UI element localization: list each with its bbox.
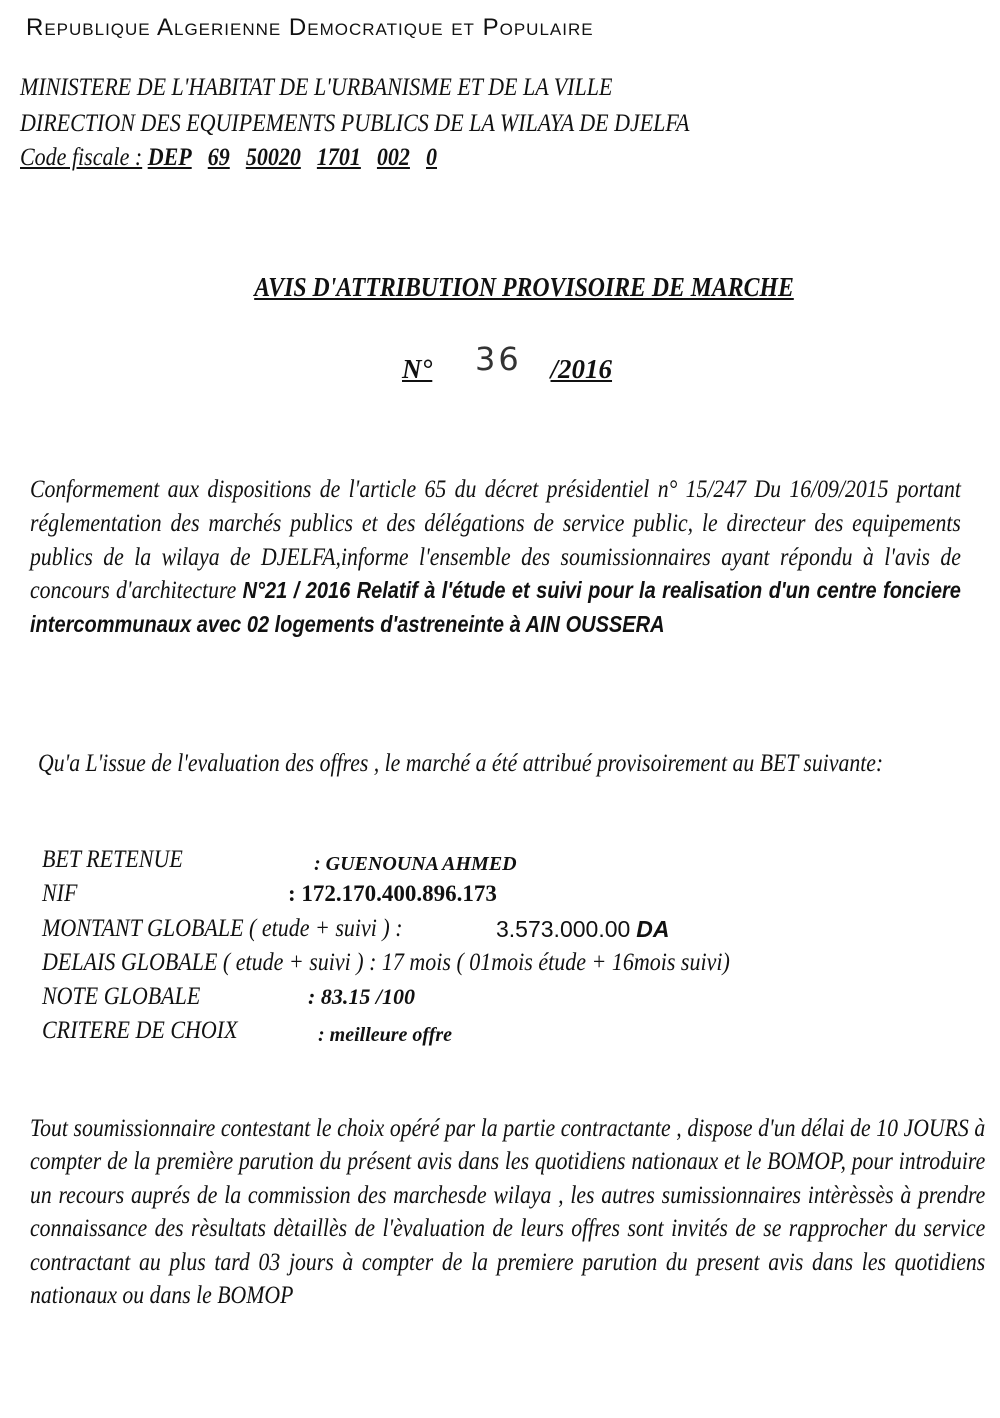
fiscal-code-line bbox=[20, 144, 448, 172]
detail-row-note bbox=[42, 980, 824, 1014]
award-details bbox=[42, 843, 824, 1049]
detail-label: NOTE GLOBALE bbox=[42, 983, 201, 1011]
fiscal-code-segment: 1701 bbox=[316, 144, 361, 171]
republique-heading: Republique Algerienne Democratique et Populaire bbox=[26, 14, 594, 41]
number-year: /2016 bbox=[550, 354, 613, 384]
amount-currency: DA bbox=[636, 915, 670, 942]
fiscal-code-label: Code fiscale : bbox=[20, 144, 143, 171]
intro-paragraph bbox=[30, 473, 961, 642]
detail-value-bet: : GUENOUNA AHMED bbox=[314, 853, 517, 875]
detail-label: MONTANT GLOBALE ( etude + suivi ) : bbox=[42, 914, 403, 942]
evaluation-paragraph: Qu'a L'issue de l'evaluation des offres , le marché a été attribué provisoirement au BET suivante: bbox=[38, 750, 884, 777]
detail-value-montant bbox=[496, 912, 670, 946]
detail-row-bet bbox=[42, 843, 824, 877]
detail-row-delais bbox=[42, 946, 824, 980]
detail-value-note: : 83.15 /100 bbox=[308, 984, 415, 1010]
ministere-line: MINISTERE DE L'HABITAT DE L'URBANISME ET DE LA VILLE bbox=[20, 74, 613, 101]
fiscal-code-segment: 50020 bbox=[245, 144, 301, 171]
detail-label: CRITERE DE CHOIX bbox=[42, 1017, 238, 1045]
fiscal-code-segment: 002 bbox=[376, 144, 410, 171]
intro-text: Conformement aux dispositions de l'article 65 du décret présidentiel n° 15/247 Du 16/09/2015 portant réglementation des marchés publics et des délégations de service public, le directeur des equipements publics de la wilaya de DJELFA,informe l'ensemble des soumissionnaires ayant répondu à l'avis de concours d'architecture bbox=[30, 476, 961, 605]
amount-value: 3.573.000.00 bbox=[496, 915, 631, 942]
notice-title: AVIS D'ATTRIBUTION PROVISOIRE DE MARCHE bbox=[254, 272, 794, 302]
detail-row-critere bbox=[42, 1014, 824, 1048]
notice-number bbox=[402, 340, 613, 386]
detail-value-nif: : 172.170.400.896.173 bbox=[288, 881, 497, 907]
contest-object: N°21 / 2016 Relatif à l'étude et suivi pour la realisation d'un centre fonciere intercommunaux avec 02 logements d'astreneinte à AIN OUSSERA bbox=[30, 577, 961, 638]
fiscal-code-segment: DEP bbox=[147, 144, 192, 171]
direction-line: DIRECTION DES EQUIPEMENTS PUBLICS DE LA WILAYA DE DJELFA bbox=[20, 110, 690, 137]
fiscal-code-segment: 69 bbox=[207, 144, 230, 171]
detail-row-nif bbox=[42, 877, 824, 911]
recours-paragraph: Tout soumissionnaire contestant le choix opéré par la partie contractante , dispose d'un délai de 10 JOURS à compter de la première parution du présent avis dans les quotidiens nationaux et le BOMOP, pour introduire un recours auprés de la commission des marchesde wilaya , les autres sumissionnaires intèrèssès à prendre connaissance des rèsultats dètaillès de l'èvaluation de leurs offres sont invités de se rapprocher du service contractant au plus tard 03 jours à compter de la premiere parution du present avis dans les quotidiens nationaux ou dans le BOMOP bbox=[30, 1115, 986, 1310]
detail-label: DELAIS GLOBALE ( etude + suivi ) : 17 mois ( 01mois étude + 16mois suivi) bbox=[42, 948, 730, 976]
handwritten-number: 36 bbox=[475, 340, 522, 378]
detail-label: NIF bbox=[42, 880, 78, 908]
fiscal-code-segment: 0 bbox=[425, 144, 437, 171]
detail-label: BET RETENUE bbox=[42, 846, 183, 873]
detail-row-montant bbox=[42, 912, 824, 946]
number-label: N° bbox=[402, 354, 433, 384]
detail-value-critere: : meilleure offre bbox=[318, 1024, 453, 1047]
